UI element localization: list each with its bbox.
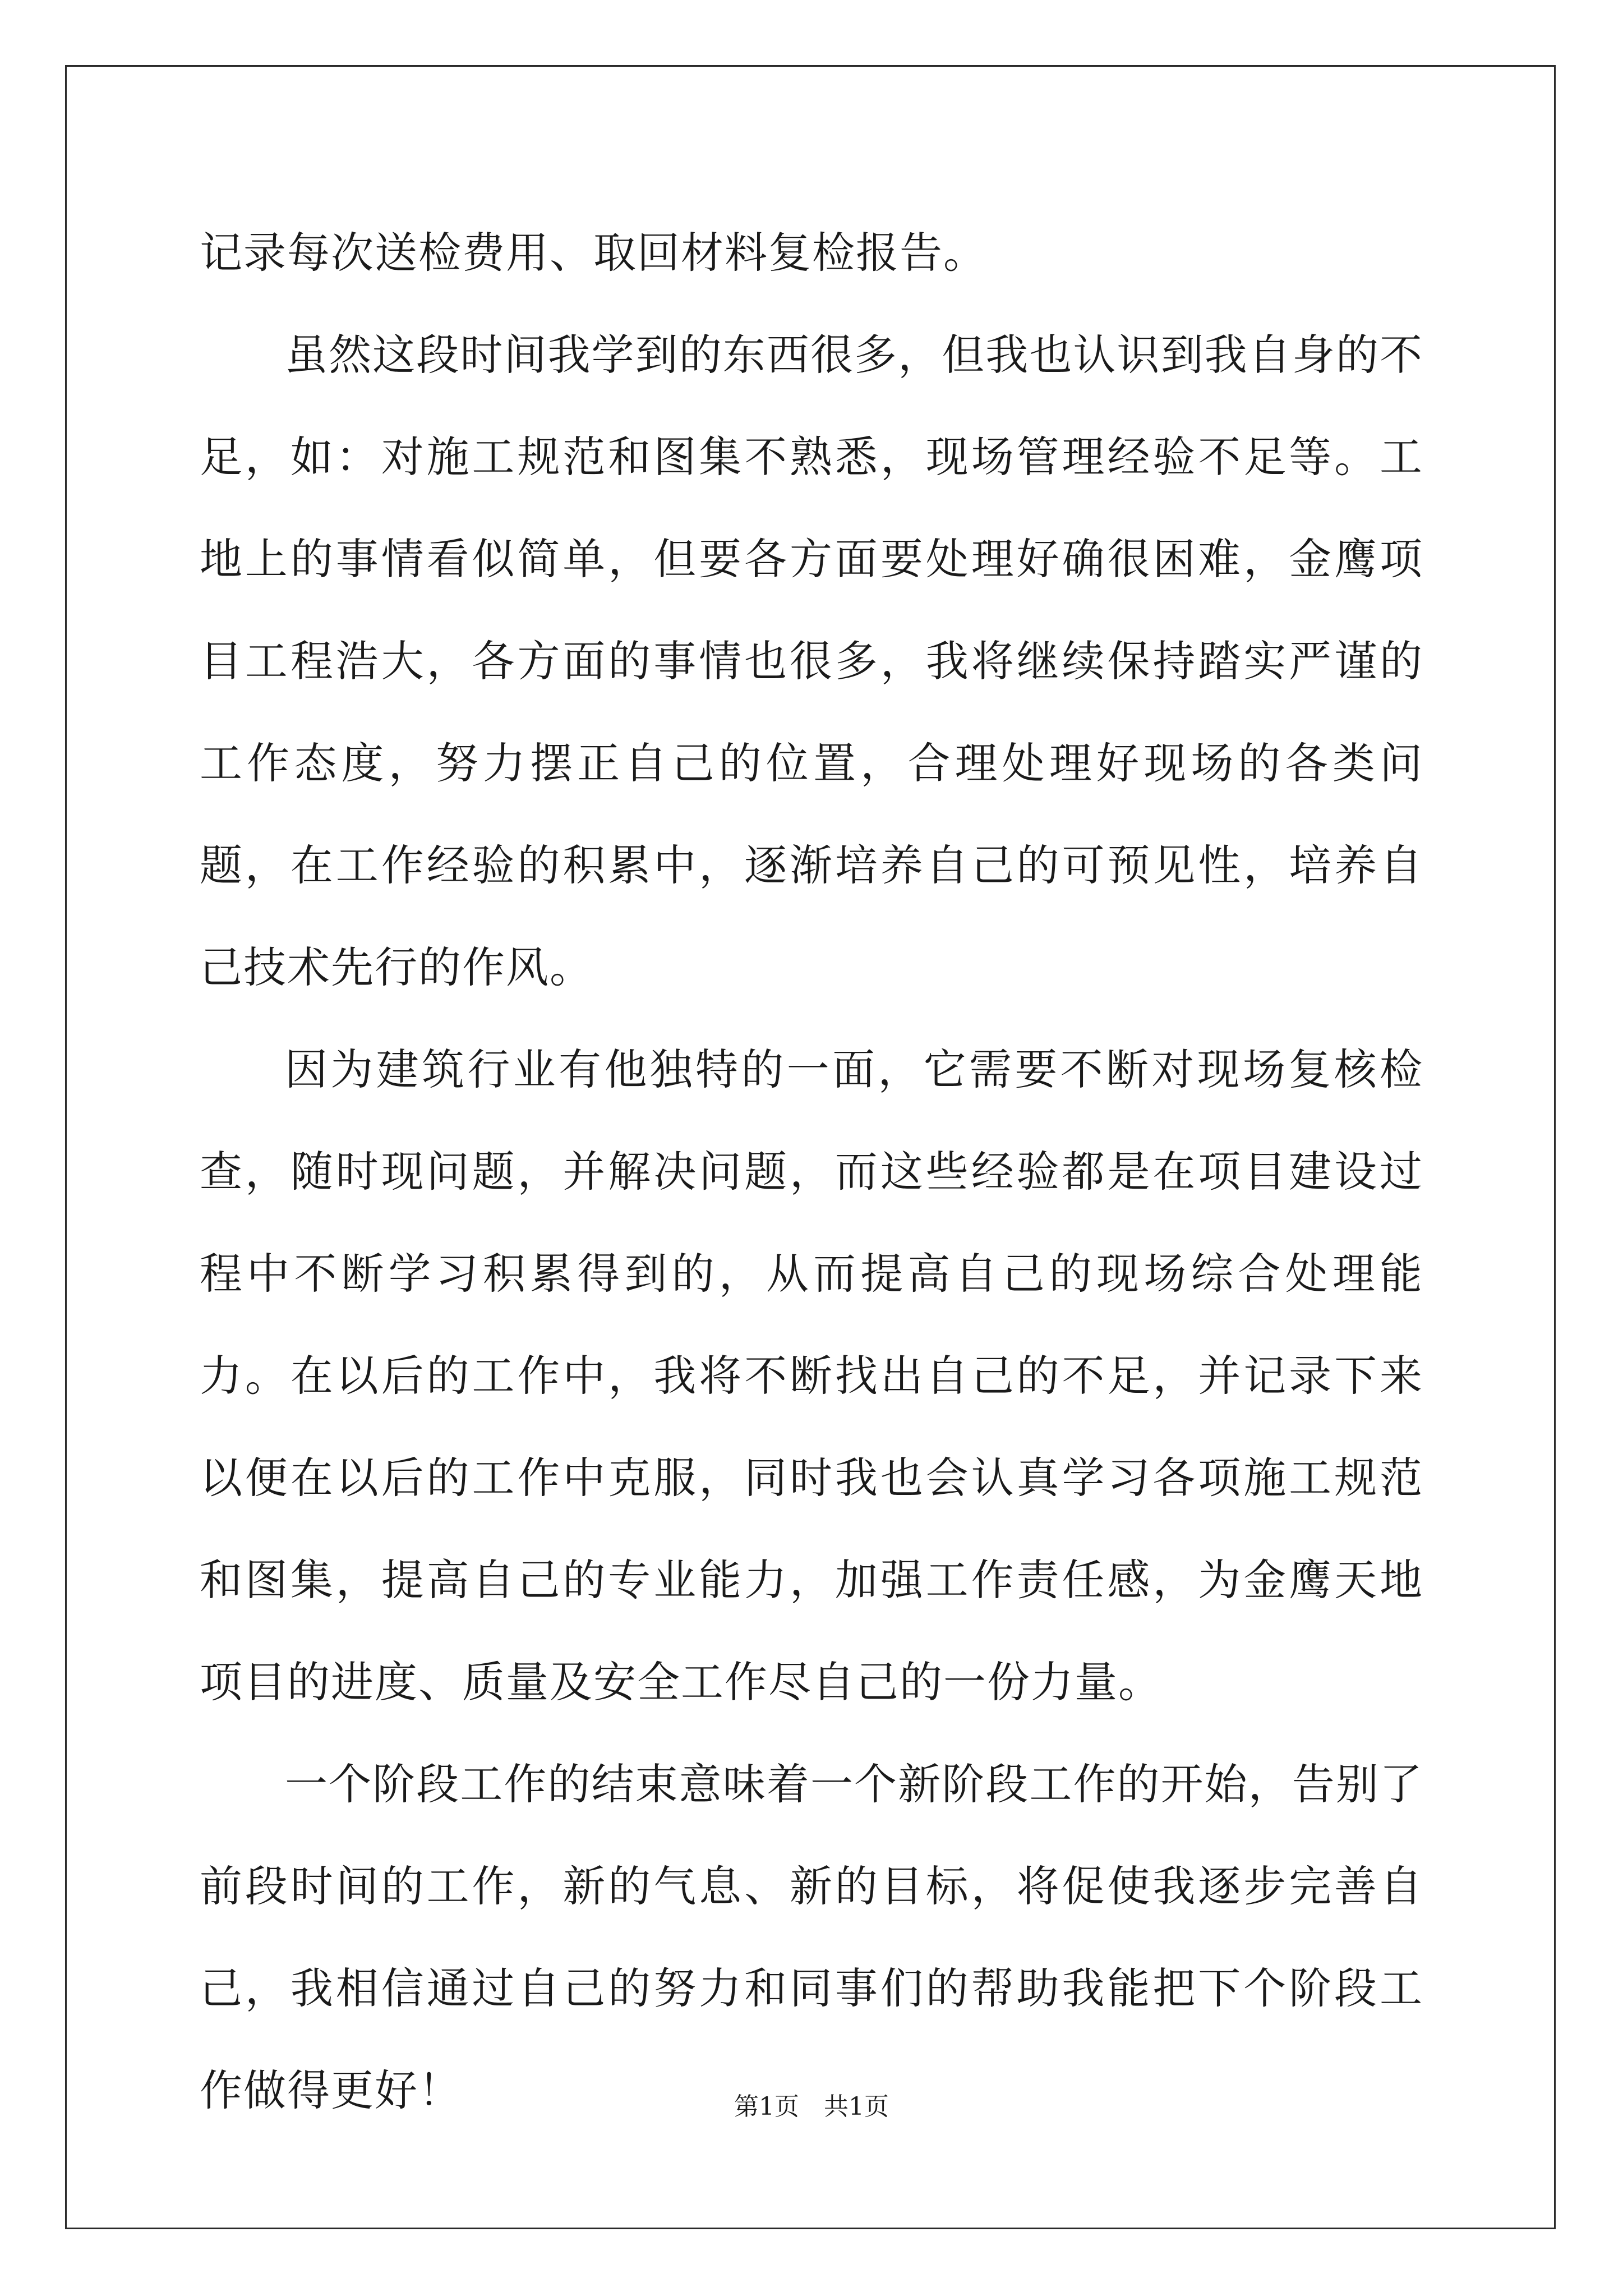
paragraph-3: 因为建筑行业有他独特的一面，它需要不断对现场复核检查，随时现问题，并解决问题，而这些经验都是在项目建设过程中不断学习积累得到的，从而提高自己的现场综合处理能力。在以后的工作中，我将不断找出自己的不足，并记录下来以便在以后的工作中克服，同时我也会认真学习各项施工规范和图集，提高自己的专业能力，加强工作责任感，为金鹰天地项目的进度、质量及安全工作尽自己的一份力量。 — [200, 1045, 1423, 1707]
page-footer — [0, 2090, 1623, 2124]
page-number-total: 共1页 — [824, 2092, 889, 2121]
paragraph-1: 记录每次送检费用、取回材料复检报告。 — [200, 228, 987, 278]
paragraph-4: 一个阶段工作的结束意味着一个新阶段工作的开始，告别了前段时间的工作，新的气息、新的目标，将促使我逐步完善自己，我相信通过自己的努力和同事们的帮助我能把下个阶段工作做得更好！ — [200, 1759, 1423, 2115]
document-body — [200, 202, 1423, 2142]
page-number-current: 第1页 — [734, 2092, 799, 2121]
paragraph-2: 虽然这段时间我学到的东西很多，但我也认识到我自身的不足，如：对施工规范和图集不熟悉，现场管理经验不足等。工地上的事情看似简单，但要各方面要处理好确很困难，金鹰项目工程浩大，各方面的事情也很多，我将继续保持踏实严谨的工作态度，努力摆正自己的位置，合理处理好现场的各类问题，在工作经验的积累中，逐渐培养自己的可预见性，培养自己技术先行的作风。 — [200, 330, 1423, 992]
